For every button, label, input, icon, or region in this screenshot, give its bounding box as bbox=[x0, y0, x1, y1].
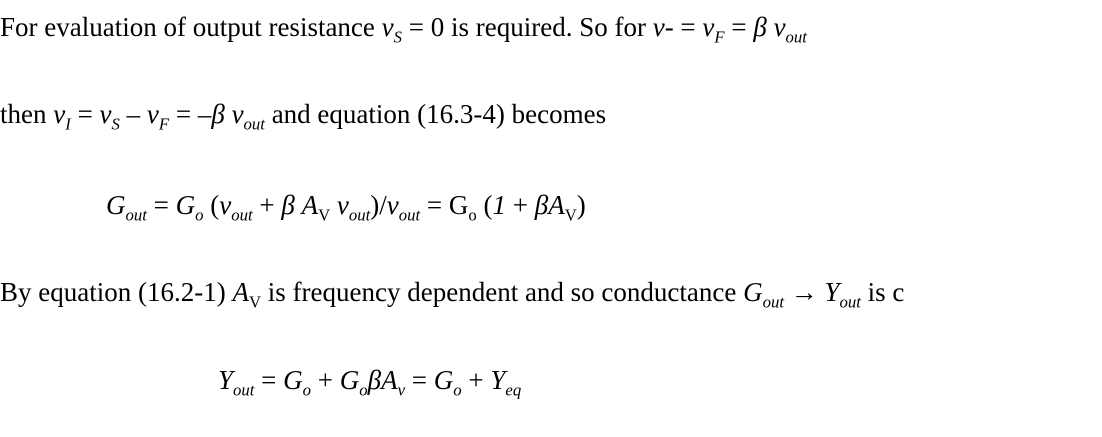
text-line-4: By equation (16.2-1) $A_V$ is frequency dependent and so conductance $G_{out} \to Y_{out}$ is c bbox=[0, 277, 905, 312]
text-line-2: then $v_I = v_S - v_F = -\beta$ $v_{out}$ and equation (16.3-4) becomes bbox=[0, 99, 607, 134]
equation-gout: $G_{out} = G_o$ ($v_{out} + \beta$ $A_V$ $v_{out})/v_{out} = G_o$ $(1 + \beta A_V)$ bbox=[106, 190, 586, 225]
equation-yout: $Y_{out} = G_o + G_o\beta A_v = G_o + Y_{eq}$ bbox=[218, 365, 522, 400]
text-line-1: For evaluation of output resistance $v_S = 0$ is required. So for $v- = v_F = \beta$ $v_{out}$ bbox=[0, 12, 807, 47]
